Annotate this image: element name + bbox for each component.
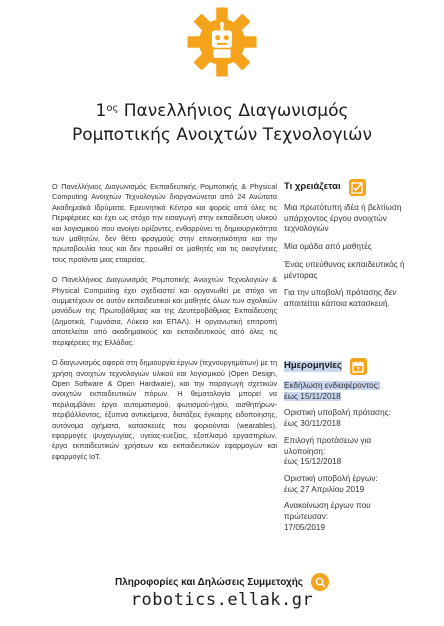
dates-section bbox=[284, 358, 409, 533]
need-item-2: Μία ομάδα από μαθητές bbox=[284, 242, 372, 252]
needs-section bbox=[284, 179, 409, 310]
info-label: Πληροφορίες και Δηλώσεις Συμμετοχής bbox=[114, 576, 304, 588]
svg-text:7: 7 bbox=[356, 366, 361, 373]
website-url[interactable]: robotics.ellak.gr bbox=[130, 590, 314, 610]
date-item-1: Εκδήλωση ενδιαφέροντος: έως 15/11/2018 bbox=[284, 381, 380, 401]
calendar-icon bbox=[350, 358, 367, 375]
title-superscript: ος bbox=[106, 103, 119, 114]
paragraph-3: Ο διαγωνισμός αφορά στη δημιουργία έργων (τεχνουργημάτων) με τη χρήση ανοιχτών τεχνολογιών υλικού και λογισμικού (Open Design, Open Software & Open Hardware), και την παραγωγή σχετικών ανοιχτών εκπαιδευτικών πόρων. Η θεματολογία μπορεί να περιλαμβάνει έργα αυτοματισμού, φωτισμού-ήχου, αισθητήρων-περιβάλλοντος, έξυπνα αντικείμενα, διατάξεις έγκαιρης ειδοποίησης, αυτόνομα οχήματα, κατασκευές που φοριούνται (wearables), εφαρμογές ψυχαγωγίας, υγείας-ευεξίας, εξοπλισμό εργαστηρίων, έργα εκπαιδευτικών χρήσεων και εκπαιδευτικών εφαρμογών και εφαρμογές IoT. bbox=[52, 358, 277, 461]
page-title bbox=[0, 99, 444, 147]
date-item-4: Οριστική υποβολή έργων: έως 27 Απριλίου 2019 bbox=[284, 473, 378, 494]
search-icon[interactable] bbox=[311, 573, 329, 591]
footer-info bbox=[0, 573, 444, 591]
date-item-5: Ανακοίνωση έργων που πρώτευσαν: 17/05/2019 bbox=[284, 501, 371, 532]
date-item-2: Οριστική υποβολή πρότασης: έως 30/11/2018 bbox=[284, 408, 391, 429]
need-item-4: Για την υποβολή πρότασης δεν απαιτείται κάποια κατασκευή. bbox=[284, 288, 397, 308]
need-item-1: Μια πρωτότυπη ιδέα ή βελτίωση υπάρχοντος έργου ανοιχτών τεχνολογιών bbox=[284, 203, 402, 234]
paragraph-1: Ο Πανελλήνιος Διαγωνισμός Εκπαιδευτικής Ρομποτικής & Physical Computing Ανοιχτών Τεχνολογιών διοργανώνεται από 24 Ανώτατα Ακαδημαϊκά Ιδρύματα, Ερευνητικά Κέντρα και φορείς από όλες τις Περιφέρειες και έχει ως στόχο την εισαγωγή στην εκπαίδευση υλικού και λογισμικού που ανοίγει ορίζοντες, ενθαρρύνει τη δημιουργικότητα των μαθητών, δεν θέτει φραγμούς στην επινοητικότητα και την πρωτοβουλία τους και δεν προωθεί σε μαθητές και τις οικογένειες τους προϊόντα μιας εταιρείας. bbox=[52, 182, 277, 264]
paragraph-2: Ο Πανελλήνιος Διαγωνισμός Ρομποτικής Ανοιχτών Τεχνολογιών & Physical Computing έχει σχεδιαστεί και οργανωθεί με στόχο να συμμετέχουν σε αυτόν εκπαιδευτικοί και μαθητές όλων των σχολικών μονάδων της Πρωτοβάθμιας και της Δευτεροβάθμιας Εκπαίδευσης (Δημοτικά, Γυμνάσια, Λύκεια και ΕΠΑΛ). Η οργανωτική επιτροπή αποτελείται από ακαδημαϊκούς και εκπαιδευτικούς από όλες τις περιφέρειες της Ελλάδας. bbox=[52, 275, 277, 347]
title-line-1: $1^{o\varsigma}$ Πανελλήνιος Διαγωνισμός bbox=[95, 101, 349, 121]
date-item-3: Επιλογή προτάσεων για υλοποίηση: έως 15/12/2018 bbox=[284, 435, 372, 467]
title-line-2: Ρομποτικής Ανοιχτών Τεχνολογιών bbox=[71, 125, 373, 145]
dates-heading: Ημερομηνίες 7 bbox=[284, 358, 409, 375]
need-item-3: Ένας υπεύθυνος εκπαιδευτικός ή μέντορας bbox=[284, 259, 405, 280]
needs-heading: Τι χρειάζεται bbox=[284, 179, 409, 196]
body-text bbox=[52, 182, 277, 472]
gear-logo-icon bbox=[186, 6, 258, 78]
checkbox-icon bbox=[349, 179, 366, 196]
